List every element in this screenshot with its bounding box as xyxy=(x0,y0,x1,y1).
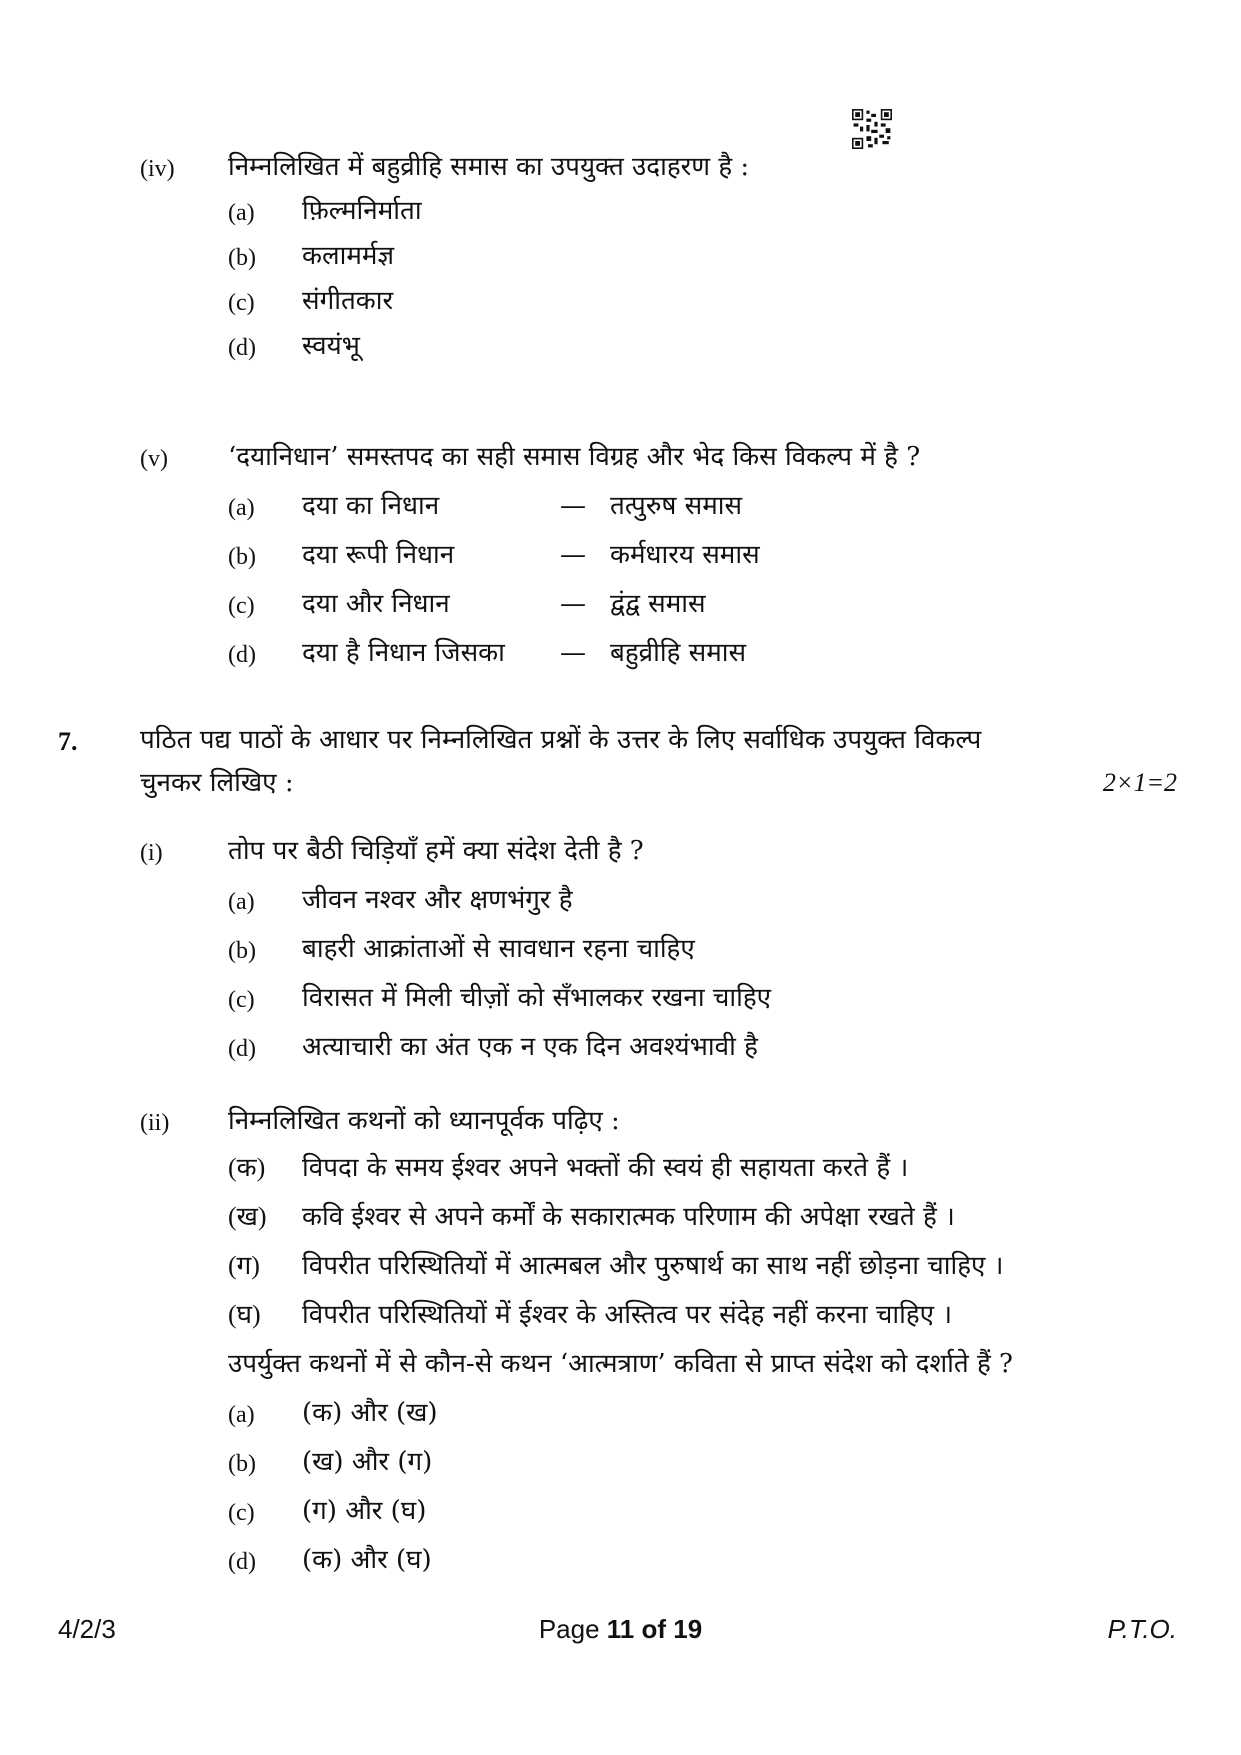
statement-text: कवि ईश्वर से अपने कर्मों के सकारात्मक परिणाम की अपेक्षा रखते हैं । xyxy=(302,1202,955,1232)
option-bhed: बहुव्रीहि समास xyxy=(610,638,747,668)
option-text: (क) और (घ) xyxy=(302,1545,432,1575)
question-stem: ‘दयानिधान’ समस्तपद का सही समास विग्रह और भेद किस विकल्प में है ? xyxy=(228,442,921,472)
option-text: कलामर्मज्ञ xyxy=(302,241,395,271)
option-label: (d) xyxy=(228,335,256,361)
sub-question-number: (iv) xyxy=(140,156,175,182)
option-dash: — xyxy=(560,638,586,668)
option-text: जीवन नश्वर और क्षणभंगुर है xyxy=(302,885,573,915)
option-label: (b) xyxy=(228,938,256,964)
total-pages: 19 xyxy=(673,1614,703,1644)
option-label: (a) xyxy=(228,495,255,521)
question-instruction: पठित पद्य पाठों के आधार पर निम्नलिखित प्रश्नों के उत्तर के लिए सर्वाधिक उपयुक्त विकल्प xyxy=(140,725,982,755)
option-label: (d) xyxy=(228,1549,256,1575)
option-label: (a) xyxy=(228,889,255,915)
option-text: संगीतकार xyxy=(302,286,394,316)
statement-text: विपदा के समय ईश्वर अपने भक्तों की स्वयं ही सहायता करते हैं । xyxy=(302,1153,909,1183)
option-label: (b) xyxy=(228,544,256,570)
option-label: (c) xyxy=(228,290,255,316)
option-text: अत्याचारी का अंत एक न एक दिन अवश्यंभावी है xyxy=(302,1032,758,1062)
question-stem: तोप पर बैठी चिड़ियाँ हमें क्या संदेश देती है ? xyxy=(228,836,644,866)
please-turn-over: P.T.O. xyxy=(1107,1614,1177,1644)
option-vigrah: दया है निधान जिसका xyxy=(302,638,505,668)
question-number: 7. xyxy=(58,727,78,756)
option-text: विरासत में मिली चीज़ों को सँभालकर रखना चाहिए xyxy=(302,983,772,1013)
option-bhed: द्वंद्व समास xyxy=(610,589,706,619)
option-text: (क) और (ख) xyxy=(302,1398,438,1428)
option-dash: — xyxy=(560,540,586,570)
option-bhed: तत्पुरुष समास xyxy=(610,491,743,521)
option-label: (d) xyxy=(228,1036,256,1062)
option-label: (c) xyxy=(228,593,255,619)
question-stem: निम्नलिखित में बहुव्रीहि समास का उपयुक्त उदाहरण है : xyxy=(228,152,750,182)
paper-code: 4/2/3 xyxy=(58,1614,116,1644)
option-bhed: कर्मधारय समास xyxy=(610,540,760,570)
statement-text: विपरीत परिस्थितियों में ईश्वर के अस्तित्व पर संदेह नहीं करना चाहिए । xyxy=(302,1300,953,1330)
option-label: (a) xyxy=(228,200,255,226)
sub-question-number: (ii) xyxy=(140,1110,170,1136)
question-stem: निम्नलिखित कथनों को ध्यानपूर्वक पढ़िए : xyxy=(228,1106,620,1136)
option-text: (ग) और (घ) xyxy=(302,1496,427,1526)
qr-code-icon xyxy=(852,109,892,149)
option-label: (d) xyxy=(228,642,256,668)
option-label: (b) xyxy=(228,1451,256,1477)
current-page: 11 xyxy=(606,1614,635,1644)
option-dash: — xyxy=(560,491,586,521)
statement-label: (ग) xyxy=(228,1251,260,1280)
page-number: Page 11 of 19 xyxy=(538,1614,703,1644)
option-label: (b) xyxy=(228,245,256,271)
marks-allocation: 2×1=2 xyxy=(1102,768,1177,797)
option-dash: — xyxy=(560,589,586,619)
statement-label: (क) xyxy=(228,1153,266,1182)
sub-question-number: (v) xyxy=(140,446,168,472)
option-text: (ख) और (ग) xyxy=(302,1447,433,1477)
option-label: (c) xyxy=(228,987,255,1013)
question-prompt: उपर्युक्त कथनों में से कौन-से कथन ‘आत्मत्राण’ कविता से प्राप्त संदेश को दर्शाते हैं ? xyxy=(228,1349,1013,1379)
option-text: फ़िल्मनिर्माता xyxy=(302,196,422,226)
statement-text: विपरीत परिस्थितियों में आत्मबल और पुरुषार्थ का साथ नहीं छोड़ना चाहिए । xyxy=(302,1251,1004,1281)
statement-label: (ख) xyxy=(228,1202,267,1231)
option-text: बाहरी आक्रांताओं से सावधान रहना चाहिए xyxy=(302,934,695,964)
sub-question-number: (i) xyxy=(140,840,163,866)
option-vigrah: दया का निधान xyxy=(302,491,440,521)
option-text: स्वयंभू xyxy=(302,331,360,361)
question-instruction: चुनकर लिखिए : xyxy=(140,768,294,798)
option-label: (a) xyxy=(228,1402,255,1428)
statement-label: (घ) xyxy=(228,1300,261,1329)
option-vigrah: दया और निधान xyxy=(302,589,450,619)
option-vigrah: दया रूपी निधान xyxy=(302,540,455,570)
option-label: (c) xyxy=(228,1500,255,1526)
